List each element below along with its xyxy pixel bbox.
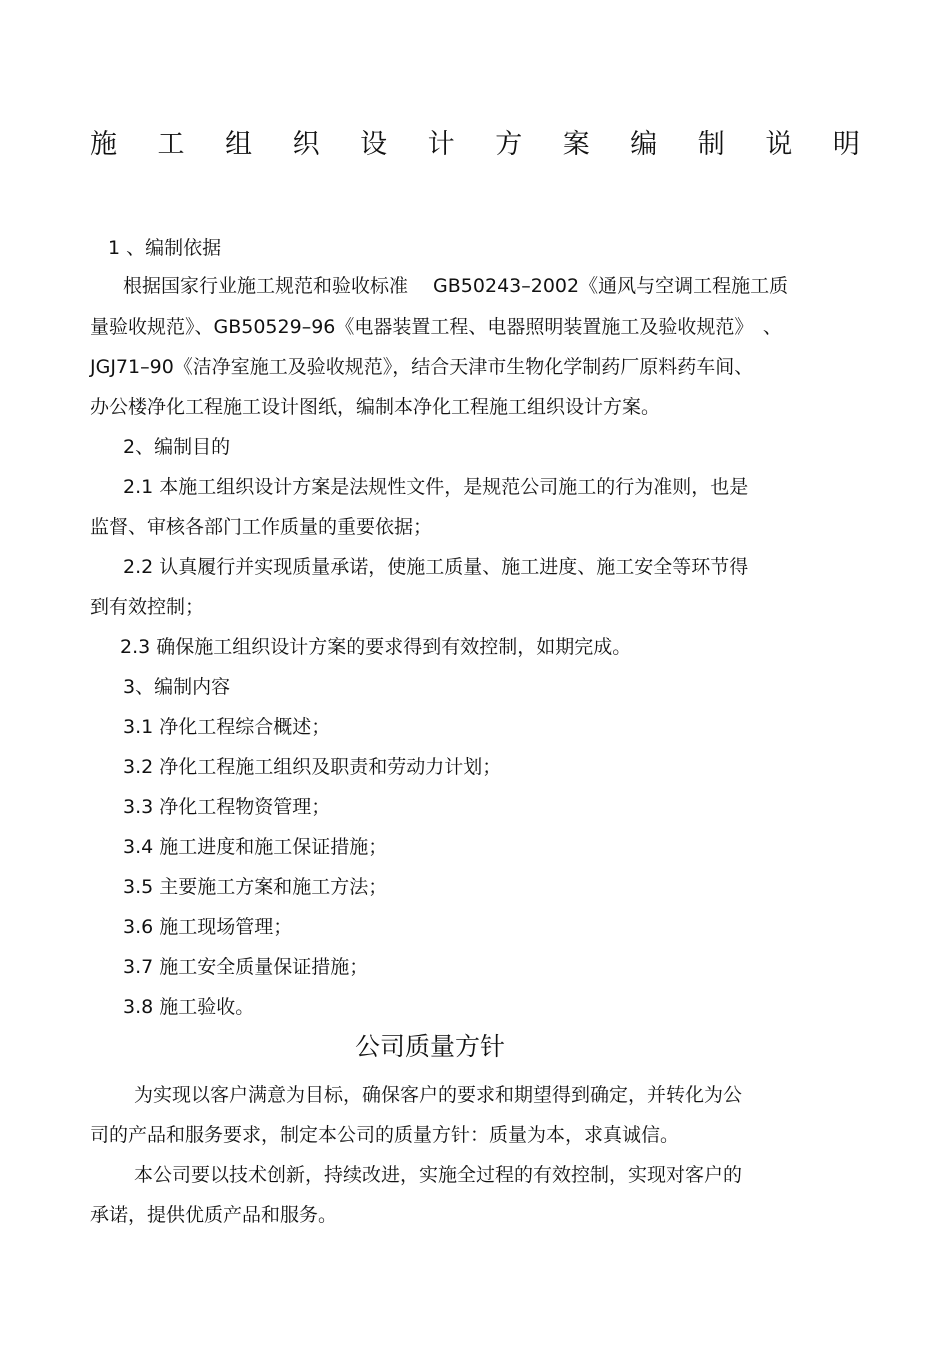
section-1-paragraph-line: 量验收规范》、GB50529–96《电器装置工程、电器照明装置施工及验收规范》 、	[90, 316, 782, 338]
item-2-2-line: 到有效控制；	[90, 596, 205, 618]
title-char: 制	[697, 129, 725, 160]
title-char: 施	[90, 129, 117, 160]
title-char: 明	[832, 129, 860, 160]
section-3-heading: 3、编制内容	[123, 676, 231, 698]
item-2-2-line: 2.2 认真履行并实现质量承诺，使施工质量、施工进度、施工安全等环节得	[123, 556, 749, 578]
quality-paragraph-line: 本公司要以技术创新，持续改进，实施全过程的有效控制，实现对客户的	[134, 1164, 743, 1186]
list-item: 3.3 净化工程物资管理；	[123, 796, 331, 818]
title-char: 工	[157, 129, 185, 160]
title-char: 编	[630, 129, 658, 160]
section-1-paragraph-line: 办公楼净化工程施工设计图纸，编制本净化工程施工组织设计方案。	[90, 396, 661, 418]
title-char: 组	[225, 129, 253, 160]
item-2-1-line: 监督、审核各部门工作质量的重要依据；	[90, 516, 433, 538]
title-char: 案	[562, 129, 590, 160]
list-item: 3.5 主要施工方案和施工方法；	[123, 876, 388, 898]
quality-paragraph-line: 为实现以客户满意为目标，确保客户的要求和期望得到确定，并转化为公	[134, 1084, 743, 1106]
title-char: 说	[765, 129, 793, 160]
list-item: 3.2 净化工程施工组织及职责和劳动力计划；	[123, 756, 502, 778]
section-1-heading: 1 、编制依据	[108, 237, 222, 259]
item-2-1-line: 2.1 本施工组织设计方案是法规性文件，是规范公司施工的行为准则，也是	[123, 476, 749, 498]
quality-paragraph-line: 承诺，提供优质产品和服务。	[90, 1204, 338, 1226]
section-1-paragraph-line: 根据国家行业施工规范和验收标准 GB50243–2002《通风与空调工程施工质	[123, 275, 789, 297]
title-char: 织	[292, 129, 320, 160]
list-item: 3.4 施工进度和施工保证措施；	[123, 836, 388, 858]
list-item: 3.1 净化工程综合概述；	[123, 716, 331, 738]
list-item: 3.8 施工验收。	[123, 996, 255, 1018]
quality-policy-title: 公司质量方针	[354, 1032, 505, 1061]
title-char: 方	[495, 129, 523, 160]
document-title	[90, 128, 860, 162]
list-item: 3.6 施工现场管理；	[123, 916, 293, 938]
quality-paragraph-line: 司的产品和服务要求，制定本公司的质量方针：质量为本，求真诚信。	[90, 1124, 680, 1146]
title-char: 设	[360, 129, 388, 160]
title-char: 计	[427, 129, 455, 160]
section-1-paragraph-line: JGJ71–90《洁净室施工及验收规范》，结合天津市生物化学制药厂原料药车间、	[90, 356, 754, 378]
list-item: 3.7 施工安全质量保证措施；	[123, 956, 369, 978]
item-2-3: 2.3 确保施工组织设计方案的要求得到有效控制，如期完成。	[120, 636, 632, 658]
section-2-heading: 2、编制目的	[123, 436, 231, 458]
